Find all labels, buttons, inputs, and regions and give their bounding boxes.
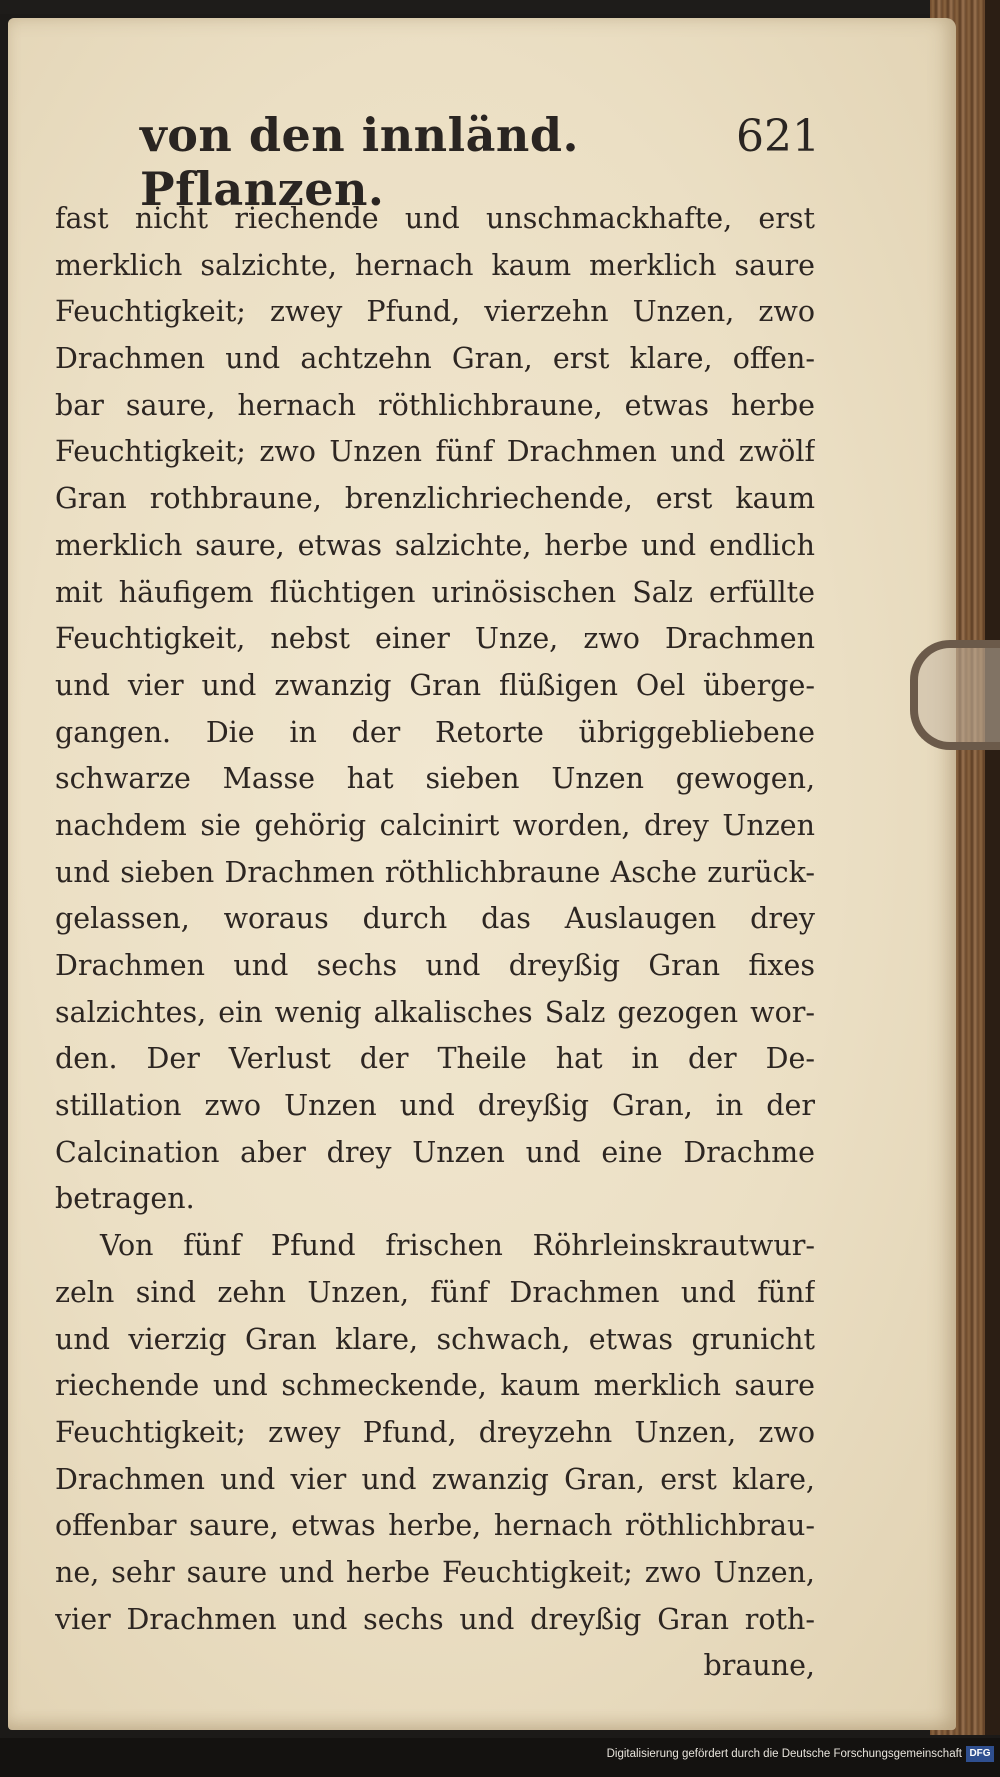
text-line: ne, sehr saure und herbe Feuchtigkeit; zwo Unzen, bbox=[55, 1555, 815, 1589]
text-line: fast nicht riechende und unschmackhafte, erst bbox=[55, 202, 815, 235]
text-line: salzichtes, ein wenig alkalisches Salz gezogen wor- bbox=[55, 995, 815, 1029]
dfg-logo-icon: DFG bbox=[966, 1746, 994, 1762]
funding-credit: Digitalisierung gefördert durch die Deutsche Forschungsgemeinschaft bbox=[606, 1748, 962, 1760]
page-header bbox=[140, 108, 820, 216]
text-line: gelassen, woraus durch das Auslaugen drey bbox=[55, 902, 815, 936]
text-line: Calcination aber drey Unzen und eine Drachme bbox=[55, 1135, 815, 1169]
catchword: braune, bbox=[703, 1649, 815, 1683]
text-line: Gran rothbraune, brenzlichriechende, erst kaum bbox=[55, 482, 815, 516]
digitization-footer bbox=[0, 1738, 1000, 1777]
text-line: schwarze Masse hat sieben Unzen gewogen, bbox=[55, 762, 815, 796]
text-line: bar saure, hernach röthlichbraune, etwas herbe bbox=[55, 388, 815, 422]
text-line: merklich saure, etwas salzichte, herbe und endlich bbox=[55, 528, 815, 562]
text-line: offenbar saure, etwas herbe, hernach röthlichbrau- bbox=[55, 1509, 815, 1543]
text-line: Feuchtigkeit; zwo Unzen fünf Drachmen und zwölf bbox=[55, 435, 815, 469]
text-line: betragen. bbox=[55, 1182, 195, 1216]
text-line: gangen. Die in der Retorte übriggebliebene bbox=[55, 715, 815, 749]
running-head: von den innländ. Pflanzen. bbox=[140, 108, 580, 216]
text-line: den. Der Verlust der Theile hat in der De- bbox=[55, 1042, 815, 1076]
text-line: mit häufigem flüchtigen urinösischen Salz erfüllte bbox=[55, 575, 815, 609]
ribbon-bookmark bbox=[910, 640, 1000, 750]
text-line: und vier und zwanzig Gran flüßigen Oel überge- bbox=[55, 668, 815, 702]
text-line: Feuchtigkeit, nebst einer Unze, zwo Drachmen bbox=[55, 622, 815, 656]
text-line: riechende und schmeckende, kaum merklich saure bbox=[55, 1369, 815, 1403]
text-line: merklich salzichte, hernach kaum merklich saure bbox=[55, 248, 815, 282]
text-line: Feuchtigkeit; zwey Pfund, dreyzehn Unzen, zwo bbox=[55, 1415, 815, 1449]
text-line: Drachmen und sechs und dreyßig Gran fixes bbox=[55, 949, 815, 982]
text-line: Drachmen und achtzehn Gran, erst klare, offen- bbox=[55, 342, 815, 376]
page-number: 621 bbox=[736, 111, 820, 162]
text-line: und sieben Drachmen röthlichbraune Asche zurück- bbox=[55, 855, 815, 889]
text-line: zeln sind zehn Unzen, fünf Drachmen und fünf bbox=[55, 1275, 815, 1309]
text-line: Drachmen und vier und zwanzig Gran, erst klare, bbox=[55, 1462, 815, 1496]
book-cover-edge bbox=[985, 0, 1000, 1735]
text-line: und vierzig Gran klare, schwach, etwas grunicht bbox=[55, 1322, 815, 1356]
scan-top-border bbox=[0, 0, 1000, 14]
text-line: nachdem sie gehörig calcinirt worden, drey Unzen bbox=[55, 808, 815, 842]
paragraph-start-line: Von fünf Pfund frischen Röhrleinskrautwur- bbox=[100, 1229, 815, 1263]
text-line: stillation zwo Unzen und dreyßig Gran, in der bbox=[55, 1089, 815, 1123]
text-line: vier Drachmen und sechs und dreyßig Gran roth- bbox=[55, 1602, 815, 1636]
text-line: Feuchtigkeit; zwey Pfund, vierzehn Unzen, zwo bbox=[55, 295, 815, 329]
body-text bbox=[55, 196, 815, 1690]
